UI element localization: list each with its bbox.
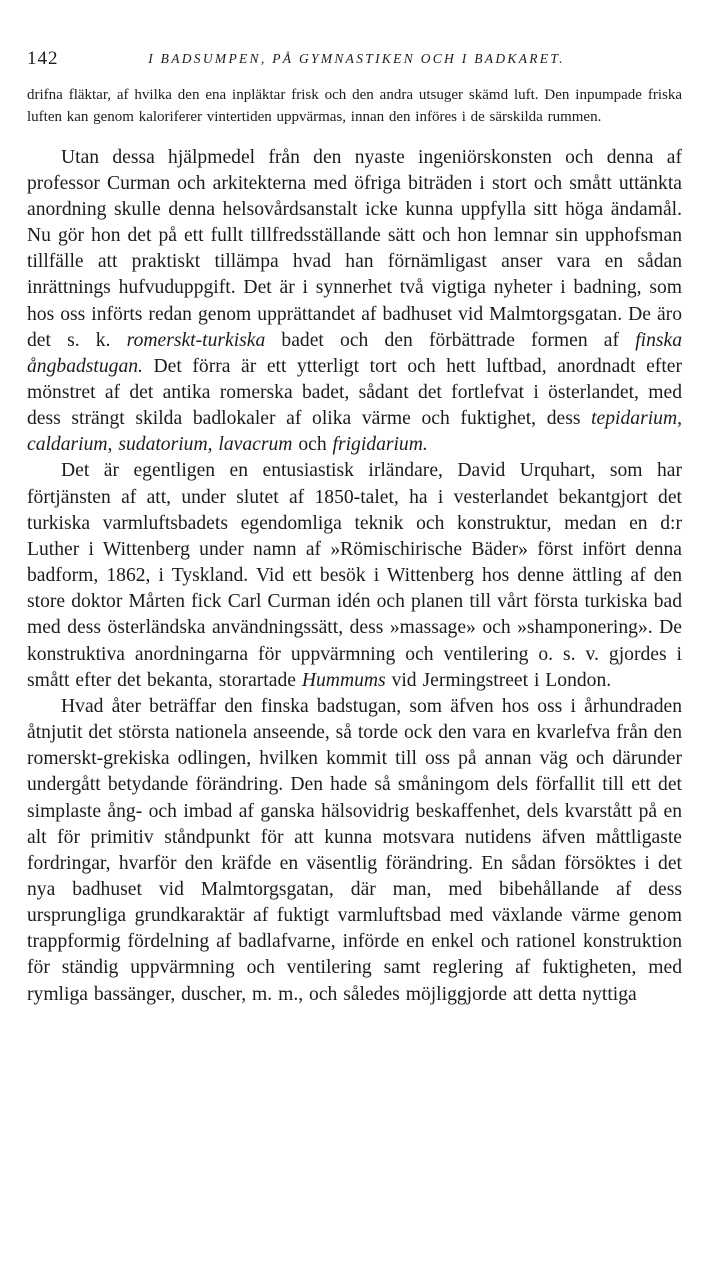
italic-term: tepidarium, caldarium, sudatorium, lavacrum: [27, 408, 682, 456]
page-header: [27, 48, 682, 74]
italic-term: finska ångbadstugan.: [27, 329, 683, 377]
small-print-paragraph: drifna fläktar, af hvilka den ena inpläktar frisk och den andra utsuger skämd luft. Den inpumpade friska luften kan genom kaloriferer vintertiden uppvärmas, innan den införes i de särskilda rummen.: [27, 87, 682, 126]
italic-term: Hummums: [301, 669, 386, 691]
paragraph-1: Utan dessa hjälpmedel från den nyaste ingeniörskonsten och denna af professor Curman och arkitekterna med öfriga biträden i stort och smått uttänkta anordning skulle denna helsovårdsanstalt icke kunna uppfylla sitt höga ändamål. Nu gör hon det på ett fullt tillfredsställande sätt och hon lemnar sin upphofsman tillfälle att praktiskt tillämpa hvad han förnämligast anser vara en sådan inrättnings hufvuduppgift. Det är i synnerhet två vigtiga nyheter i badning, som hos oss införts redan genom upprättandet af badhuset vid Malmtorgsgatan. De äro det s. k. romerskt-turkiska badet och den förbättrade formen af finska ångbadstugan. Det förra är ett ytterligt tort och hett luftbad, anordnadt efter mönstret af det antika romerska badet, sådant det fortlefvat i österlandet, med dess strängt skilda badlokaler af olika värme och fuktighet, dess tepidarium, caldarium, sudatorium, lavacrum och frigidarium.: [27, 146, 683, 456]
italic-term: romerskt-turkiska: [126, 329, 266, 351]
page-number: 142: [27, 48, 59, 69]
main-text: [27, 145, 682, 1008]
paragraph-3: Hvad åter beträffar den finska badstugan, som äfven hos oss i århundraden åtnjutit det största nationela anseende, så torde ock den vara en kvarlefva från den romerskt-grekiska odlingen, hvilken kommit till oss på annan väg och därunder undergått betydande förändring. Den hade så småningom dels förfallit till ett det simplaste ång- och imbad af ganska hälsovidrig beskaffenhet, dels kvarstått på en alt för primitiv ståndpunkt för att kunna motsvara nutidens äfven måttligaste fordringar, hvarför den kräfde en väsentlig förändring. En sådan försöktes i det nya badhuset vid Malmtorgsgatan, där man, med bibehållande af dess ursprungliga grundkaraktär af fuktigt varmluftsbad med växlande värme genom trappformig fördelning af badlafvarne, införde en enkel och rationel konstruktion för ständig uppvärmning och ventilering samt reglering af fuktigheten, med rymliga bassänger, duscher, m. m., och således möjliggjorde att detta nyttiga: [27, 695, 682, 1005]
paragraph-2: Det är egentligen en entusiastisk irländare, David Urquhart, som har förtjänsten af att, under slutet af 1850-talet, ha i vesterlandet bekantgjort det turkiska varmluftsbadets egendomliga teknik och konstruktur, medan en d:r Luther i Wittenberg under namn af »Römischirische Bäder» först infört denna badform, 1862, i Tyskland. Vid ett besök i Wittenberg hos denne ättling af den store doktor Mårten fick Carl Curman idén och planen till vårt första turkiska bad med dess österländska användningssätt, dess »massage» och »shamponering». De konstruktiva anordningarna för uppvärmning och ventilering o. s. v. gjordes i smått efter det bekanta, storartade Hummums vid Jermingstreet i London.: [27, 460, 682, 691]
running-head: I BADSUMPEN, PÅ GYMNASTIKEN OCH I BADKARET.: [148, 51, 565, 66]
italic-term: frigidarium.: [332, 434, 428, 456]
